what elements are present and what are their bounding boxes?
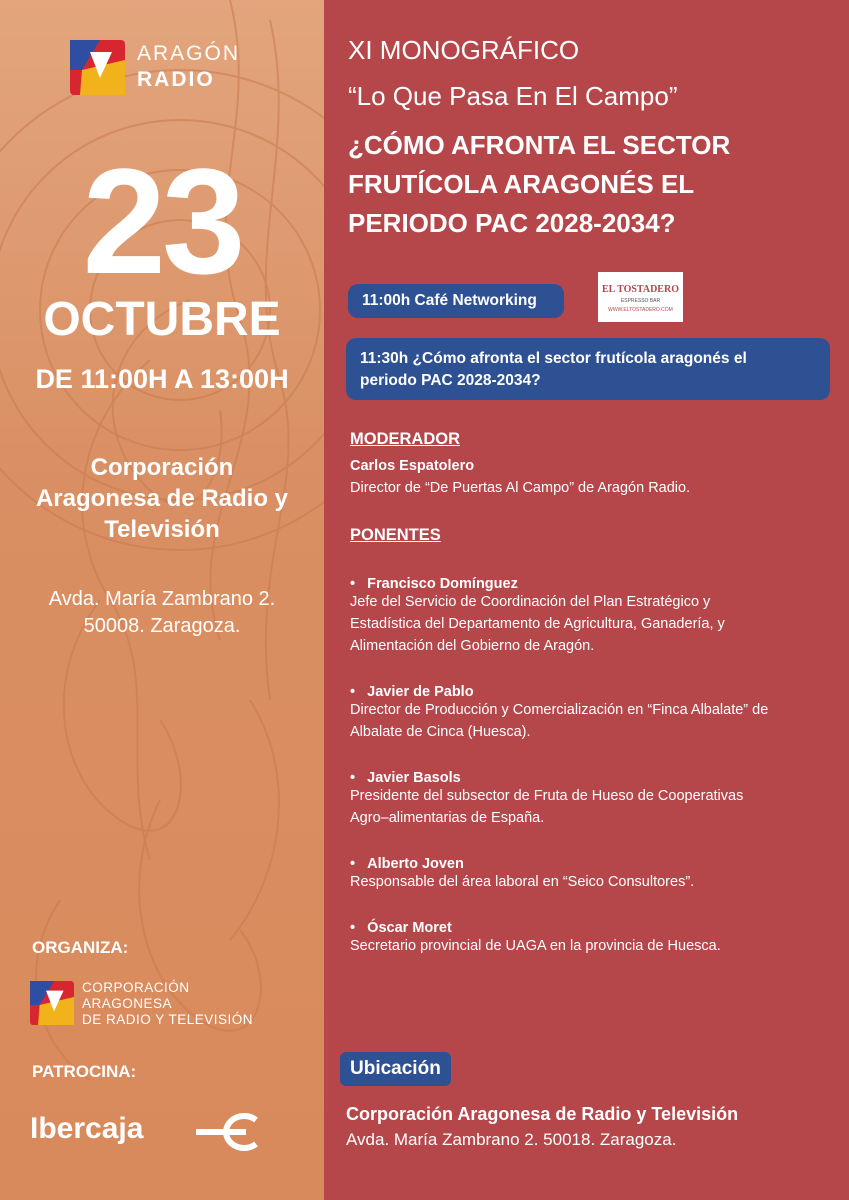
aragon-radio-logo-icon xyxy=(70,40,125,95)
brand-line2: RADIO xyxy=(137,68,215,91)
event-question: ¿CÓMO AFRONTA EL SECTOR FRUTÍCOLA ARAGONÉS EL PERIODO PAC 2028-2034? xyxy=(348,130,731,238)
ponente-item: • Óscar Moret Secretario provincial de UAGA en la provincia de Huesca. xyxy=(350,920,721,954)
left-panel xyxy=(0,0,324,1200)
ponente-item: • Alberto Joven Responsable del área laboral en “Seico Consultores”. xyxy=(350,856,695,890)
moderador-name: Carlos Espatolero xyxy=(350,458,475,474)
ponente-item: • Francisco Domínguez Jefe del Servicio de Coordinación del Plan Estratégico y Estadística del Departamento de Agricultura, Ganadería, y Alimentación del Gobierno de Aragón. xyxy=(350,576,725,654)
right-panel xyxy=(324,0,849,1200)
ponente-item: • Javier de Pablo Director de Producción y Comercialización en “Finca Albalate” de Albalate de Cinca (Huesca). xyxy=(350,684,769,740)
ubicacion-label: Ubicación xyxy=(340,1052,451,1086)
ibercaja-logo-text: Ibercaja xyxy=(30,1112,144,1145)
monografico-title: XI MONOGRÁFICO xyxy=(348,35,580,65)
moderador-role: Director de “De Puertas Al Campo” de Aragón Radio. xyxy=(350,480,691,496)
crtv-logo-text: CORPORACIÓN ARAGONESA DE RADIO Y TELEVISIÓN xyxy=(82,980,254,1028)
event-venue: Corporación Aragonesa de Radio y Televisión xyxy=(35,454,289,544)
tostadero-logo: EL TOSTADERO ESPRESSO BAR WWW.ELTOSTADERO.COM xyxy=(598,272,683,322)
schedule-item-networking: 11:00h Café Networking xyxy=(348,284,564,318)
event-day: 23 xyxy=(82,137,242,305)
patrocina-label: PATROCINA: xyxy=(32,1062,137,1081)
event-month: OCTUBRE xyxy=(43,293,281,346)
moderador-heading: MODERADOR xyxy=(350,430,460,448)
schedule-item-talk: 11:30h ¿Cómo afronta el sector frutícola aragonés el periodo PAC 2028-2034? xyxy=(346,338,830,400)
monografico-subtitle: “Lo Que Pasa En El Campo” xyxy=(348,81,678,111)
event-address: Avda. María Zambrano 2. 50008. Zaragoza. xyxy=(48,588,276,637)
event-time: DE 11:00H A 13:00H xyxy=(35,364,289,394)
organiza-label: ORGANIZA: xyxy=(32,938,129,957)
crtv-logo-icon xyxy=(30,978,74,1028)
ponente-item: • Javier Basols Presidente del subsector de Fruta de Hueso de Cooperativas Agro–alimentarias de España. xyxy=(350,770,744,826)
ibercaja-logo-icon xyxy=(196,1112,262,1152)
ponentes-heading: PONENTES xyxy=(350,526,441,544)
ubicacion-name: Corporación Aragonesa de Radio y Televisión xyxy=(346,1104,739,1124)
ubicacion-address: Avda. María Zambrano 2. 50018. Zaragoza. xyxy=(346,1130,677,1149)
brand-line1: ARAGÓN xyxy=(137,42,241,65)
